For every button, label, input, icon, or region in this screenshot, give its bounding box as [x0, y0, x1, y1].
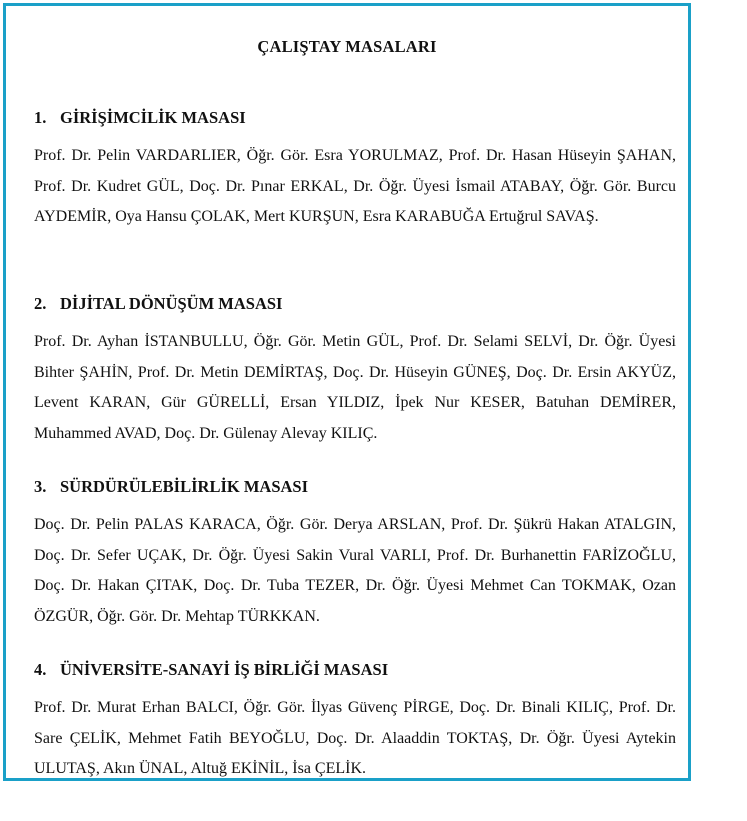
section-surdurulebilirlik: [34, 475, 676, 633]
section-members: Prof. Dr. Murat Erhan BALCI, Öğr. Gör. İlyas Güvenç PİRGE, Doç. Dr. Binali KILIÇ, Prof. Dr. Sare ÇELİK, Mehmet Fatih BEYOĞLU, Doç. Dr. Alaaddin TOKTAŞ, Dr. Öğr. Üyesi Aytekin ULUTAŞ, Akın ÜNAL, Altuğ EKİNİL, İsa ÇELİK.: [34, 699, 676, 778]
document-title: ÇALIŞTAY MASALARI: [257, 37, 437, 56]
section-title: GİRİŞİMCİLİK MASASI: [60, 108, 246, 127]
section-heading: [34, 475, 676, 499]
section-universite-sanayi: [34, 658, 676, 785]
section-heading: [34, 658, 676, 682]
section-number: 2.: [34, 294, 47, 313]
section-number: 3.: [34, 477, 47, 496]
section-title: SÜRDÜRÜLEBİLİRLİK MASASI: [60, 477, 309, 496]
section-number: 1.: [34, 108, 47, 127]
section-heading: [34, 106, 676, 130]
section-title: ÜNİVERSİTE-SANAYİ İŞ BİRLİĞİ MASASI: [60, 660, 389, 679]
section-dijital-donusum: [34, 292, 676, 450]
section-members: Prof. Dr. Ayhan İSTANBULLU, Öğr. Gör. Metin GÜL, Prof. Dr. Selami SELVİ, Dr. Öğr. Üyesi Bihter ŞAHİN, Prof. Dr. Metin DEMİRTAŞ, Doç. Dr. Hüseyin GÜNEŞ, Doç. Dr. Ersin AKYÜZ, Levent KARAN, Gür GÜRELLİ, Ersan YILDIZ, İpek Nur KESER, Batuhan DEMİRER, Muhammed AVAD, Doç. Dr. Gülenay Alevay KILIÇ.: [34, 333, 676, 443]
section-members: Prof. Dr. Pelin VARDARLIER, Öğr. Gör. Esra YORULMAZ, Prof. Dr. Hasan Hüseyin ŞAHAN, Prof. Dr. Kudret GÜL, Doç. Dr. Pınar ERKAL, Dr. Öğr. Üyesi İsmail ATABAY, Öğr. Gör. Burcu AYDEMİR, Oya Hansu ÇOLAK, Mert KURŞUN, Esra KARABUĞA Ertuğrul SAVAŞ.: [34, 147, 676, 226]
section-title: DİJİTAL DÖNÜŞÜM MASASI: [60, 294, 283, 313]
document-frame: [3, 3, 691, 781]
section-number: 4.: [34, 660, 47, 679]
section-heading: [34, 292, 676, 316]
section-girisimcilik: [34, 106, 676, 233]
section-members: Doç. Dr. Pelin PALAS KARACA, Öğr. Gör. Derya ARSLAN, Prof. Dr. Şükrü Hakan ATALGIN, Doç. Dr. Sefer UÇAK, Dr. Öğr. Üyesi Sakin Vural VARLI, Prof. Dr. Burhanettin FARİZOĞLU, Doç. Dr. Hakan ÇITAK, Doç. Dr. Tuba TEZER, Dr. Öğr. Üyesi Mehmet Can TOKMAK, Ozan ÖZGÜR, Öğr. Gör. Dr. Mehtap TÜRKKAN.: [34, 516, 676, 626]
